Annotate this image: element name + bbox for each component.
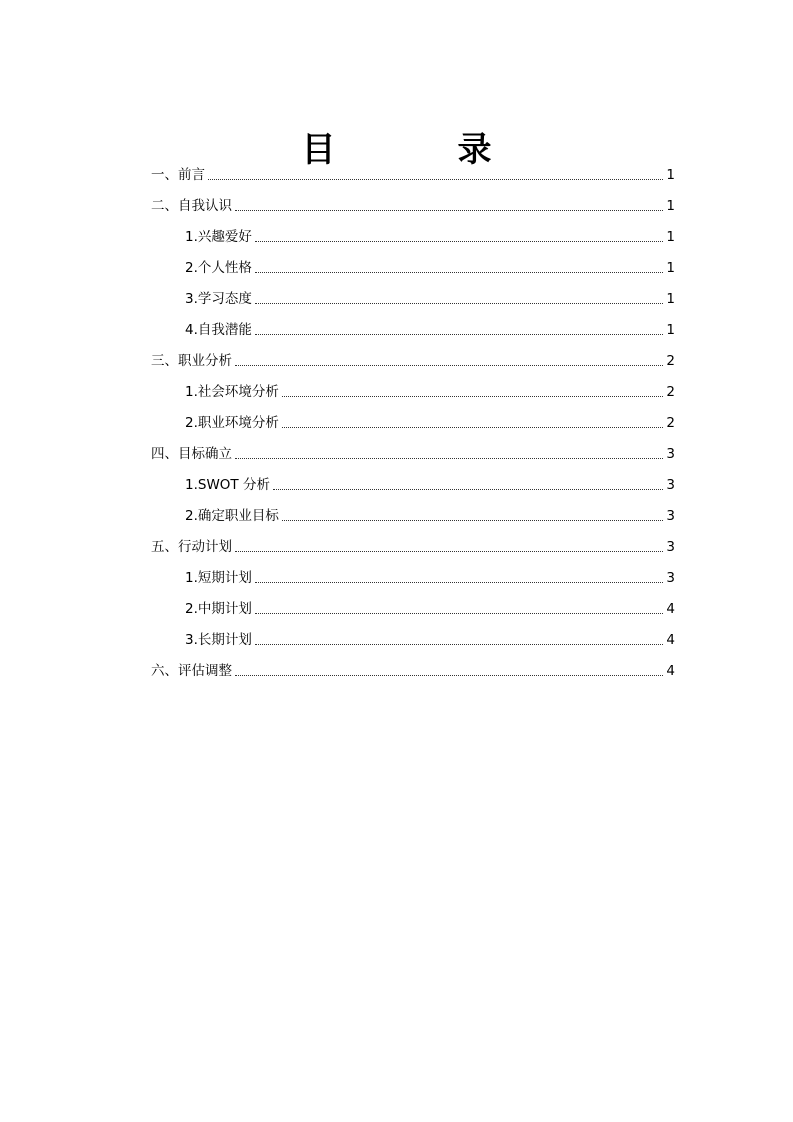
toc-entry-label: 个人性格 [197, 260, 252, 276]
page-title: 目 录 [301, 129, 536, 170]
toc-entry-label: 职业环境分析 [197, 415, 279, 431]
toc-entry-label: 自我认识 [178, 198, 232, 214]
table-of-contents [151, 159, 675, 686]
toc-entry-number: 4. [185, 322, 198, 338]
toc-entry[interactable] [151, 438, 675, 469]
toc-entry-number: 五、 [151, 539, 178, 555]
toc-entry-label: 短期计划 [197, 570, 252, 586]
toc-dot-leader [255, 613, 664, 614]
toc-entry-number: 一、 [151, 167, 178, 183]
toc-page-number: 3 [666, 570, 675, 586]
toc-entry-number: 1. [185, 229, 198, 245]
toc-subentry[interactable] [151, 314, 675, 345]
toc-subentry[interactable] [151, 221, 675, 252]
toc-subentry[interactable] [151, 500, 675, 531]
toc-dot-leader [255, 303, 664, 304]
toc-subentry[interactable] [151, 283, 675, 314]
toc-dot-leader [235, 675, 663, 676]
toc-page-number: 4 [666, 663, 675, 679]
toc-page-number: 1 [666, 260, 675, 276]
toc-entry[interactable] [151, 159, 675, 190]
toc-entry-label: 目标确立 [178, 446, 232, 462]
toc-entry-label: SWOT 分析 [197, 477, 270, 493]
toc-page-number: 4 [666, 632, 675, 648]
toc-page-number: 1 [666, 229, 675, 245]
toc-dot-leader [255, 644, 664, 645]
toc-page-number: 3 [666, 539, 675, 555]
toc-entry-label: 中期计划 [197, 601, 252, 617]
toc-entry-label: 长期计划 [197, 632, 252, 648]
toc-entry[interactable] [151, 190, 675, 221]
toc-page-number: 3 [666, 477, 675, 493]
toc-dot-leader [255, 334, 664, 335]
toc-entry-label: 确定职业目标 [197, 508, 279, 524]
toc-subentry[interactable] [151, 469, 675, 500]
toc-subentry[interactable] [151, 562, 675, 593]
toc-entry-number: 2. [185, 601, 198, 617]
toc-dot-leader [235, 210, 663, 211]
toc-entry-number: 3. [185, 632, 198, 648]
toc-dot-leader [235, 365, 663, 366]
toc-page-number: 2 [666, 415, 675, 431]
toc-dot-leader [208, 179, 663, 180]
toc-entry-label: 社会环境分析 [197, 384, 279, 400]
toc-dot-leader [255, 272, 664, 273]
toc-entry-number: 3. [185, 291, 198, 307]
toc-page-number: 2 [666, 384, 675, 400]
toc-subentry[interactable] [151, 407, 675, 438]
toc-entry[interactable] [151, 345, 675, 376]
toc-dot-leader [273, 489, 663, 490]
toc-entry[interactable] [151, 655, 675, 686]
toc-entry-number: 2. [185, 415, 198, 431]
toc-entry-label: 学习态度 [197, 291, 252, 307]
toc-page-number: 3 [666, 446, 675, 462]
toc-entry-label: 前言 [178, 167, 205, 183]
toc-entry-number: 四、 [151, 446, 178, 462]
toc-entry-label: 兴趣爱好 [197, 229, 252, 245]
toc-dot-leader [282, 396, 664, 397]
toc-page-number: 4 [666, 601, 675, 617]
toc-entry-number: 二、 [151, 198, 178, 214]
toc-page-number: 1 [666, 198, 675, 214]
toc-dot-leader [235, 551, 663, 552]
toc-entry-number: 三、 [151, 353, 178, 369]
toc-entry-number: 2. [185, 508, 198, 524]
toc-dot-leader [282, 520, 664, 521]
toc-entry-number: 1. [185, 384, 198, 400]
toc-page-number: 1 [666, 291, 675, 307]
toc-entry-label: 自我潜能 [197, 322, 252, 338]
toc-dot-leader [235, 458, 663, 459]
toc-subentry[interactable] [151, 624, 675, 655]
toc-entry-number: 2. [185, 260, 198, 276]
toc-dot-leader [282, 427, 664, 428]
toc-dot-leader [255, 241, 664, 242]
toc-entry-label: 评估调整 [178, 663, 232, 679]
toc-dot-leader [255, 582, 664, 583]
toc-page-number: 1 [666, 322, 675, 338]
toc-subentry[interactable] [151, 252, 675, 283]
toc-entry[interactable] [151, 531, 675, 562]
toc-entry-label: 职业分析 [178, 353, 232, 369]
toc-entry-number: 1. [185, 570, 198, 586]
toc-page-number: 3 [666, 508, 675, 524]
toc-entry-number: 1. [185, 477, 198, 493]
toc-subentry[interactable] [151, 376, 675, 407]
toc-entry-label: 行动计划 [178, 539, 232, 555]
toc-page-number: 2 [666, 353, 675, 369]
toc-subentry[interactable] [151, 593, 675, 624]
toc-entry-number: 六、 [151, 663, 178, 679]
toc-page-number: 1 [666, 167, 675, 183]
